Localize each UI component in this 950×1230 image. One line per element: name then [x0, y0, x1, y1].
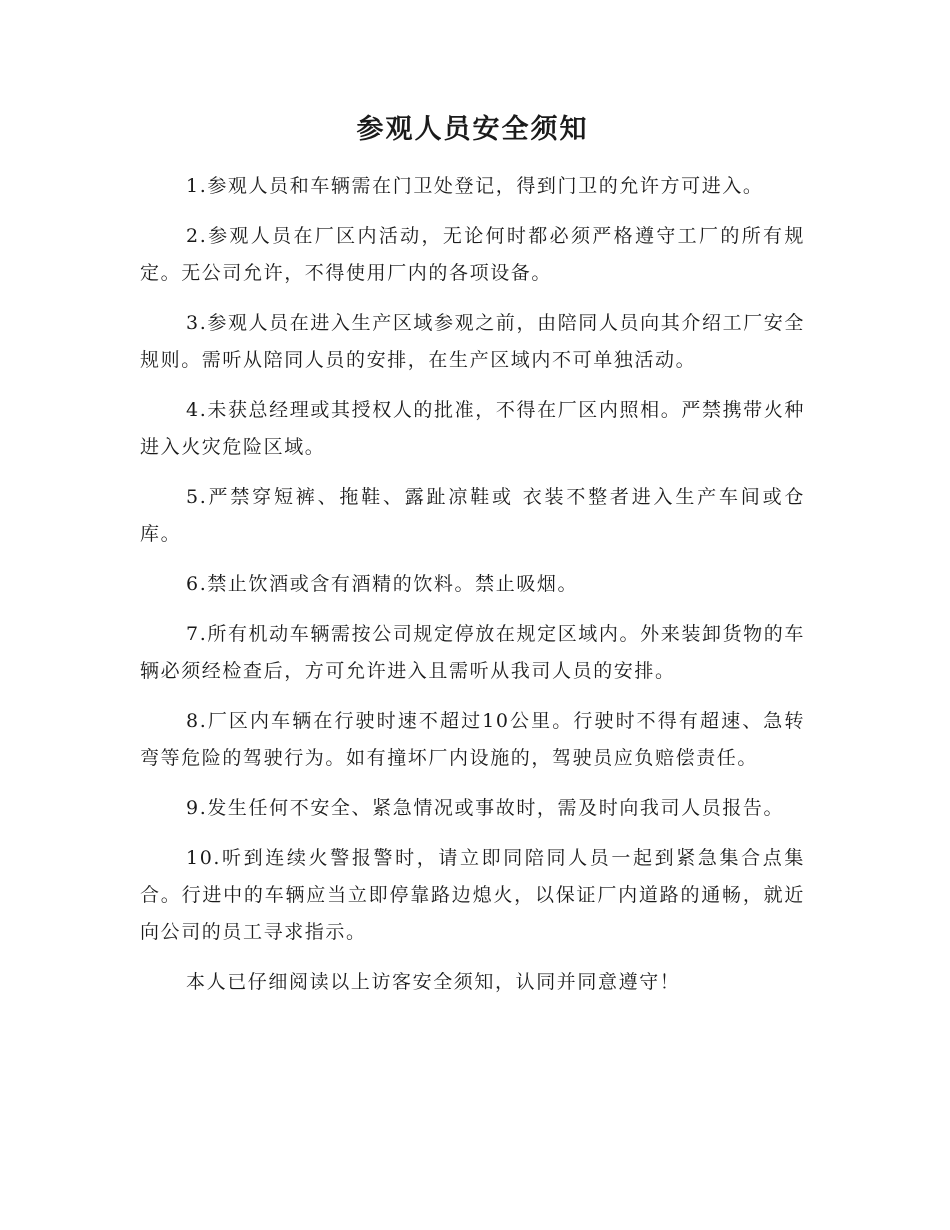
rule-item-4: 4.未获总经理或其授权人的批准，不得在厂区内照相。严禁携带火种进入火灾危险区域。 — [140, 399, 805, 458]
rule-item-10: 10.听到连续火警报警时，请立即同陪同人员一起到紧急集合点集合。行进中的车辆应当立即停靠路边熄火，以保证厂内道路的通畅，就近向公司的员工寻求指示。 — [140, 847, 805, 943]
rule-item-5: 5.严禁穿短裤、拖鞋、露趾凉鞋或 衣装不整者进入生产车间或仓库。 — [140, 486, 805, 545]
rule-item-8: 8.厂区内车辆在行驶时速不超过10公里。行驶时不得有超速、急转弯等危险的驾驶行为。如有撞坏厂内设施的，驾驶员应负赔偿责任。 — [140, 710, 805, 769]
pledge-statement: 本人已仔细阅读以上访客安全须知，认同并同意遵守！ — [186, 971, 681, 993]
rule-item-6: 6.禁止饮酒或含有酒精的饮料。禁止吸烟。 — [186, 573, 579, 595]
rule-item-9: 9.发生任何不安全、紧急情况或事故时，需及时向我司人员报告。 — [186, 797, 785, 819]
rule-item-2: 2.参观人员在厂区内活动，无论何时都必须严格遵守工厂的所有规定。无公司允许，不得使用厂内的各项设备。 — [140, 225, 805, 284]
document-title: 参观人员安全须知 — [356, 114, 589, 145]
document-page — [140, 110, 805, 1014]
rule-item-3: 3.参观人员在进入生产区域参观之前，由陪同人员向其介绍工厂安全规则。需听从陪同人员的安排，在生产区域内不可单独活动。 — [140, 312, 805, 371]
rule-item-7: 7.所有机动车辆需按公司规定停放在规定区域内。外来装卸货物的车辆必须经检查后，方可允许进入且需听从我司人员的安排。 — [140, 623, 805, 682]
rule-item-1: 1.参观人员和车辆需在门卫处登记，得到门卫的允许方可进入。 — [186, 175, 764, 197]
